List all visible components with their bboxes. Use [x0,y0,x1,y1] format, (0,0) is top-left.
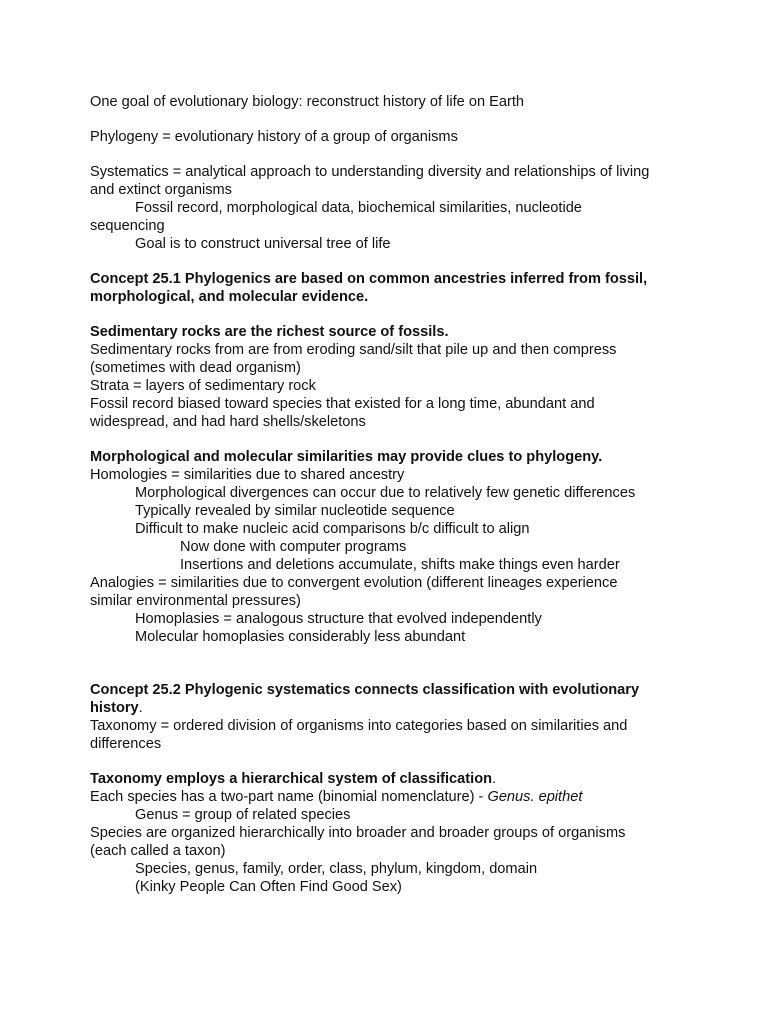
concept-heading: history. [90,700,143,716]
text-line: Morphological divergences can occur due to relatively few genetic differences [135,485,636,501]
text-line: Typically revealed by similar nucleotide sequence [135,503,455,519]
text-line: Systematics = analytical approach to understanding diversity and relationships of living [90,164,650,180]
text-line: Analogies = similarities due to convergent evolution (different lineages experience [90,575,618,591]
text-line: Strata = layers of sedimentary rock [90,378,316,394]
text-line: Sedimentary rocks from are from eroding sand/silt that pile up and then compress [90,342,617,358]
text-line: (Kinky People Can Often Find Good Sex) [135,879,402,895]
text-line: sequencing [90,218,165,234]
text-line: Each species has a two-part name (binomial nomenclature) - Genus. epithet [90,789,583,805]
section-heading: Morphological and molecular similarities may provide clues to phylogeny. [90,449,603,465]
text-line: Goal is to construct universal tree of life [135,236,391,252]
text-line: Taxonomy = ordered division of organisms into categories based on similarities and [90,718,628,734]
text-line: widespread, and had hard shells/skeletons [90,414,366,430]
concept-heading: Concept 25.1 Phylogenics are based on common ancestries inferred from fossil, [90,271,648,287]
text-line: Fossil record, morphological data, biochemical similarities, nucleotide [135,200,582,216]
text-line: Difficult to make nucleic acid comparisons b/c difficult to align [135,521,530,537]
text-line: differences [90,736,162,752]
text-line: Homologies = similarities due to shared ancestry [90,467,405,483]
section-heading: Taxonomy employs a hierarchical system of classification. [90,771,497,787]
text-line: Homoplasies = analogous structure that evolved independently [135,611,542,627]
text-line: and extinct organisms [90,182,232,198]
text-line: Species, genus, family, order, class, phylum, kingdom, domain [135,861,538,877]
text-line: Insertions and deletions accumulate, shifts make things even harder [180,557,620,573]
text-line: similar environmental pressures) [90,593,301,609]
text-line: Genus = group of related species [135,807,351,823]
text-line: Species are organized hierarchically into broader and broader groups of organisms [90,825,626,841]
text-line: One goal of evolutionary biology: reconstruct history of life on Earth [90,94,524,110]
text-line: (each called a taxon) [90,843,226,859]
document-body [90,93,690,896]
text-line: Phylogeny = evolutionary history of a group of organisms [90,129,458,145]
concept-heading: morphological, and molecular evidence. [90,289,369,305]
text-line: Now done with computer programs [180,539,407,555]
concept-heading: Concept 25.2 Phylogenic systematics connects classification with evolutionary [90,682,640,698]
text-line: Fossil record biased toward species that existed for a long time, abundant and [90,396,595,412]
section-heading: Sedimentary rocks are the richest source of fossils. [90,324,449,340]
text-line: (sometimes with dead organism) [90,360,301,376]
text-line: Molecular homoplasies considerably less abundant [135,629,466,645]
